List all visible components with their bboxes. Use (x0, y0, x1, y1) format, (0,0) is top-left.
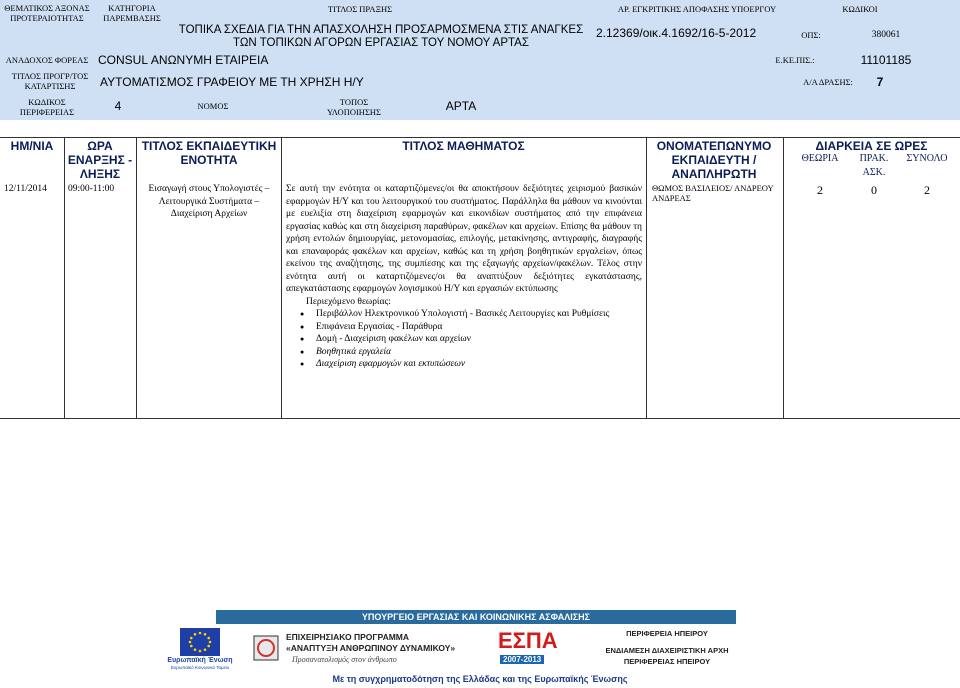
aa-value: 7 (876, 75, 884, 89)
eu-flag-icon (180, 628, 220, 656)
header-theory: ΘΕΩΡΙΑ (801, 153, 839, 164)
prefecture-label: ΝΟΜΟΣ (197, 101, 229, 111)
header-unit: ΤΙΤΛΟΣ ΕΚΠΑΙΔΕΥΤΙΚΗ ΕΝΟΤΗΤΑ (141, 139, 277, 167)
topics-intro: Περιεχόμενο θεωρίας: (306, 296, 391, 307)
row-lesson-cell (286, 183, 642, 371)
col-divider (646, 137, 647, 419)
place-label: ΤΟΠΟΣ ΥΛΟΠΟΙΗΣΗΣ (327, 97, 381, 117)
espa-logo (498, 628, 576, 670)
row-instructor: ΘΩΜΟΣ ΒΑΣΙΛΕΙΟΣ/ ΑΝΔΡΕΟΥ ΑΝΔΡΕΑΣ (652, 183, 774, 203)
topic-item: ● Περιβάλλον Ηλεκτρονικού Υπολογιστή - Βασικές Λειτουργίες και Ρυθμίσεις (286, 308, 642, 321)
decision-label: ΑΡ. ΕΓΚΡΙΤΙΚΗΣ ΑΠΟΦΑΣΗΣ ΥΠΟΕΡΓΟΥ (617, 4, 777, 14)
topic-item: ● Δομή - Διαχείριση φακέλων και αρχείων (286, 333, 642, 346)
region-line2: ΕΝΔΙΑΜΕΣΗ ΔΙΑΧΕΙΡΙΣΤΙΚΗ ΑΡΧΗ (605, 646, 729, 655)
row-practice: 0 (871, 183, 877, 197)
row-total: 2 (924, 183, 930, 197)
action-title-value: ΤΟΠΙΚΑ ΣΧΕΔΙΑ ΓΙΑ ΤΗΝ ΑΠΑΣΧΟΛΗΣΗ ΠΡΟΣΑΡΜΟΣΜΕΝΑ ΣΤΙΣ ΑΝΑΓΚΕΣ ΤΩΝ ΤΟΠΙΚΩΝ ΑΓΟΡΩΝ ΕΡΓΑΣΙΑΣ ΤΟΥ ΝΟΜΟΥ ΑΡΤΑΣ (178, 24, 584, 49)
eu-logo (160, 626, 240, 672)
col-divider (136, 137, 137, 419)
header-band (0, 0, 960, 120)
program-line3: Προσανατολισμός στον άνθρωπο (292, 655, 397, 664)
ministry-banner: ΥΠΟΥΡΓΕΙΟ ΕΡΓΑΣΙΑΣ ΚΑΙ ΚΟΙΝΩΝΙΚΗΣ ΑΣΦΑΛΙΣΗΣ (216, 610, 736, 624)
program-logo (252, 630, 492, 670)
row-unit: Εισαγωγή στους Υπολογιστές – Λειτουργικά Συστήματα – Διαχείριση Αρχείων (148, 184, 270, 219)
row-date: 12/11/2014 (4, 184, 47, 194)
region-code-label: ΚΩΔΙΚΟΣ ΠΕΡΙΦΕΡΕΙΑΣ (19, 97, 75, 117)
funding-footer (160, 610, 800, 686)
topic-item: ● Διαχείριση εφαρμογών και εκτυπώσεων (286, 358, 642, 371)
codes-label: ΚΩΔΙΚΟΙ (842, 4, 878, 14)
ekepis-label: Ε.ΚΕ.ΠΙΣ.: (775, 55, 815, 65)
cofund-line: Με τη συγχρηματοδότηση της Ελλάδας και της Ευρωπαϊκής Ένωσης (332, 674, 628, 684)
espa-title: ΕΣΠΑ (498, 628, 558, 653)
contractor-value: CONSUL ΑΝΩΝΥΜΗ ΕΤΑΙΡΕΙΑ (98, 53, 269, 67)
lesson-description: Σε αυτή την ενότητα οι καταρτιζόμενες/οι θα αποκτήσουν δεξιότητες χειρισμού βασικών εφαρμογών Η/Υ και του λειτουργικού του συστήματος. Παράλληλα θα μάθουν να κινούνται με ευελιξία στη διαχείριση εφαρμογών και εικονιδίων συστήματος από την επιφάνεια εργασίας καθώς και στη διαχείριση παραθύρων, φακέλων και αρχείων. Επίσης θα μάθουν τη χρήση εντολών δημιουργίας, μετονομασίας, επιλογής, μετακίνησης, αντιγραφής, διαγραφής και επαναφοράς φακέλων και αρχείων, καθώς και τη χρήση βοηθητικών εργαλείων, όπως εκείνου της αναζήτησης, της συμπίεσης και της εξαγωγής αρχείων/φακέλων. Τέλος στην ενότητα αυτή οι καταρτιζόμενες/οι θα αναπτύξουν δεξιότητες εγκατάστασης, απεγκατάστασης εφαρμογών λογισμικού Η/Υ και εργασιών εκτύπωσης (286, 184, 642, 294)
topic-item: ● Βοηθητικά εργαλεία (286, 346, 642, 359)
eu-caption-sub: Ευρωπαϊκό Κοινωνικό Ταμείο (170, 665, 230, 670)
program-value: ΑΥΤΟΜΑΤΙΣΜΟΣ ΓΡΑΦΕΙΟΥ ΜΕ ΤΗ ΧΡΗΣΗ Η/Υ (100, 75, 364, 89)
region-code-value: 4 (114, 99, 122, 113)
region-line3: ΠΕΡΙΦΕΡΕΙΑΣ ΗΠΕΙΡΟΥ (623, 657, 711, 666)
category-label: ΚΑΤΗΓΟΡΙΑ ΠΑΡΕΜΒΑΣΗΣ (103, 3, 161, 23)
col-divider (281, 137, 282, 419)
topic-item: ● Επιφάνεια Εργασίας - Παράθυρα (286, 321, 642, 334)
header-total: ΣΥΝΟΛΟ (906, 153, 948, 164)
table-bottom-border (0, 418, 960, 419)
header-time: ΩΡΑ ΕΝΑΡΞΗΣ - ΛΗΞΗΣ (67, 139, 133, 181)
decision-value: 2.12369/οικ.4.1692/16-5-2012 (596, 26, 757, 40)
axis-label: ΘΕΜΑΤΙΚΟΣ ΑΞΟΝΑΣ ΠΡΟΤΕΡΑΙΟΤΗΤΑΣ (4, 3, 90, 23)
row-time: 09:00-11:00 (68, 184, 115, 194)
contractor-label: ΑΝΑΔΟΧΟΣ ΦΟΡΕΑΣ (5, 55, 89, 65)
program-line2: «ΑΝΑΠΤΥΞΗ ΑΝΘΡΩΠΙΝΟΥ ΔΥΝΑΜΙΚΟΥ» (286, 643, 456, 653)
header-duration: ΔΙΑΡΚΕΙΑ ΣΕ ΩΡΕΣ (815, 139, 928, 153)
region-logo (592, 628, 742, 674)
header-date: ΗΜ/ΝΙΑ (10, 139, 54, 153)
ops-label: ΟΠΣ: (801, 30, 821, 40)
aa-label: Α/Α ΔΡΑΣΗΣ: (803, 77, 853, 87)
program-line1: ΕΠΙΧΕΙΡΗΣΙΑΚΟ ΠΡΟΓΡΑΜΜΑ (286, 632, 410, 642)
row-theory: 2 (817, 183, 823, 197)
eu-caption: Ευρωπαϊκή Ένωση (167, 657, 233, 664)
header-practice: ΠΡΑΚ. ΑΣΚ. (859, 153, 889, 178)
header-lesson: ΤΙΤΛΟΣ ΜΑΘΗΜΑΤΟΣ (402, 139, 525, 153)
ekepis-value: 11101185 (860, 53, 912, 67)
table-top-border (0, 137, 960, 138)
espa-years: 2007-2013 (500, 655, 544, 664)
region-line1: ΠΕΡΙΦΕΡΕΙΑ ΗΠΕΙΡΟΥ (626, 629, 708, 638)
program-label: ΤΙΤΛΟΣ ΠΡΟΓΡ/ΤΟΣ ΚΑΤΑΡΤΙΣΗΣ (11, 71, 89, 91)
place-value: ΑΡΤΑ (445, 99, 477, 113)
header-instructor: ΟΝΟΜΑΤΕΠΩΝΥΜΟ ΕΚΠΑΙΔΕΥΤΗ / ΑΝΑΠΛΗΡΩΤΗ (656, 139, 772, 181)
action-title-label: ΤΙΤΛΟΣ ΠΡΑΞΗΣ (327, 4, 393, 14)
topics-list (286, 308, 642, 371)
ops-value: 380061 (871, 30, 901, 40)
col-divider (783, 137, 784, 419)
program-emblem-icon (252, 634, 280, 662)
